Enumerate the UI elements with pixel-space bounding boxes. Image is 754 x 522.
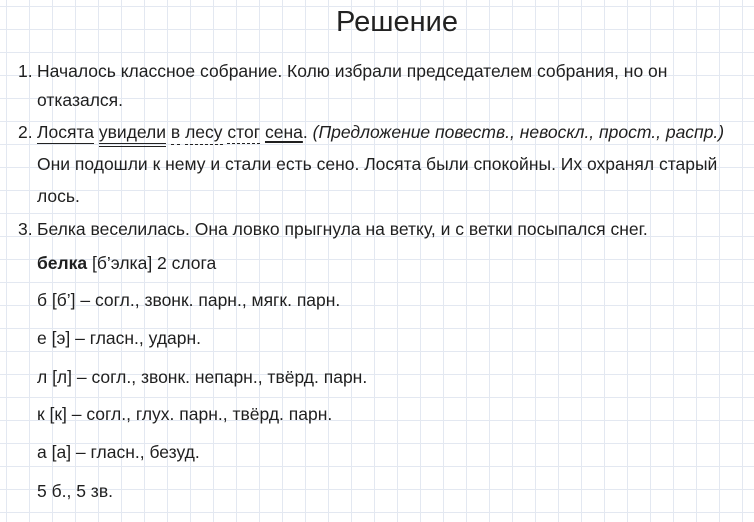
phonetic-line-1: б [б’] – согл., звонк. парн., мягк. парн. [37,290,341,310]
analyzed-word: белка [37,253,88,273]
item-1-line-1: Началось классное собрание. Колю избрали председателем собрания, но он [37,61,668,81]
phonetic-line-5: а [а] – гласн., безуд. [37,442,200,462]
phonetic-line-3: л [л] – согл., звонк. непарн., твёрд. парн. [37,367,368,387]
predicate-word: увидели [99,122,166,147]
page-title: Решение [336,6,458,38]
phonetic-line-4: к [к] – согл., глух. парн., твёрд. парн. [37,404,333,424]
item-2-number: 2. [18,122,33,142]
item-3-line-1: Белка веселилась. Она ловко прыгнула на ветку, и с ветки посыпался снег. [37,219,648,239]
letters-sounds-summary: 5 б., 5 зв. [37,481,113,501]
transcription: [б’элка] 2 слога [92,253,217,273]
item-2-line-1: Они подошли к нему и стали есть сено. Лосята были спокойны. Их охранял старый [37,154,718,174]
item-3-number: 3. [18,219,33,239]
preposition-word: в [170,122,181,142]
phonetic-line-2: е [э] – гласн., ударн. [37,328,202,348]
item-2-line-2: лось. [37,186,80,206]
item-2-sentence: Лосята увидели в лесу стог сена. (Предложение повеств., невоскл., прост., распр.) [37,124,724,142]
word-transcription-line [37,255,216,273]
item-1-number: 1. [18,61,33,81]
object-word: стог [227,122,261,142]
item-1-line-2: отказался. [37,90,123,110]
adverbial-word: лесу [185,122,223,142]
subject-word: Лосята [37,122,94,142]
attribute-word: сена [264,122,303,142]
sentence-analysis: (Предложение повеств., невоскл., прост., распр.) [312,122,725,142]
